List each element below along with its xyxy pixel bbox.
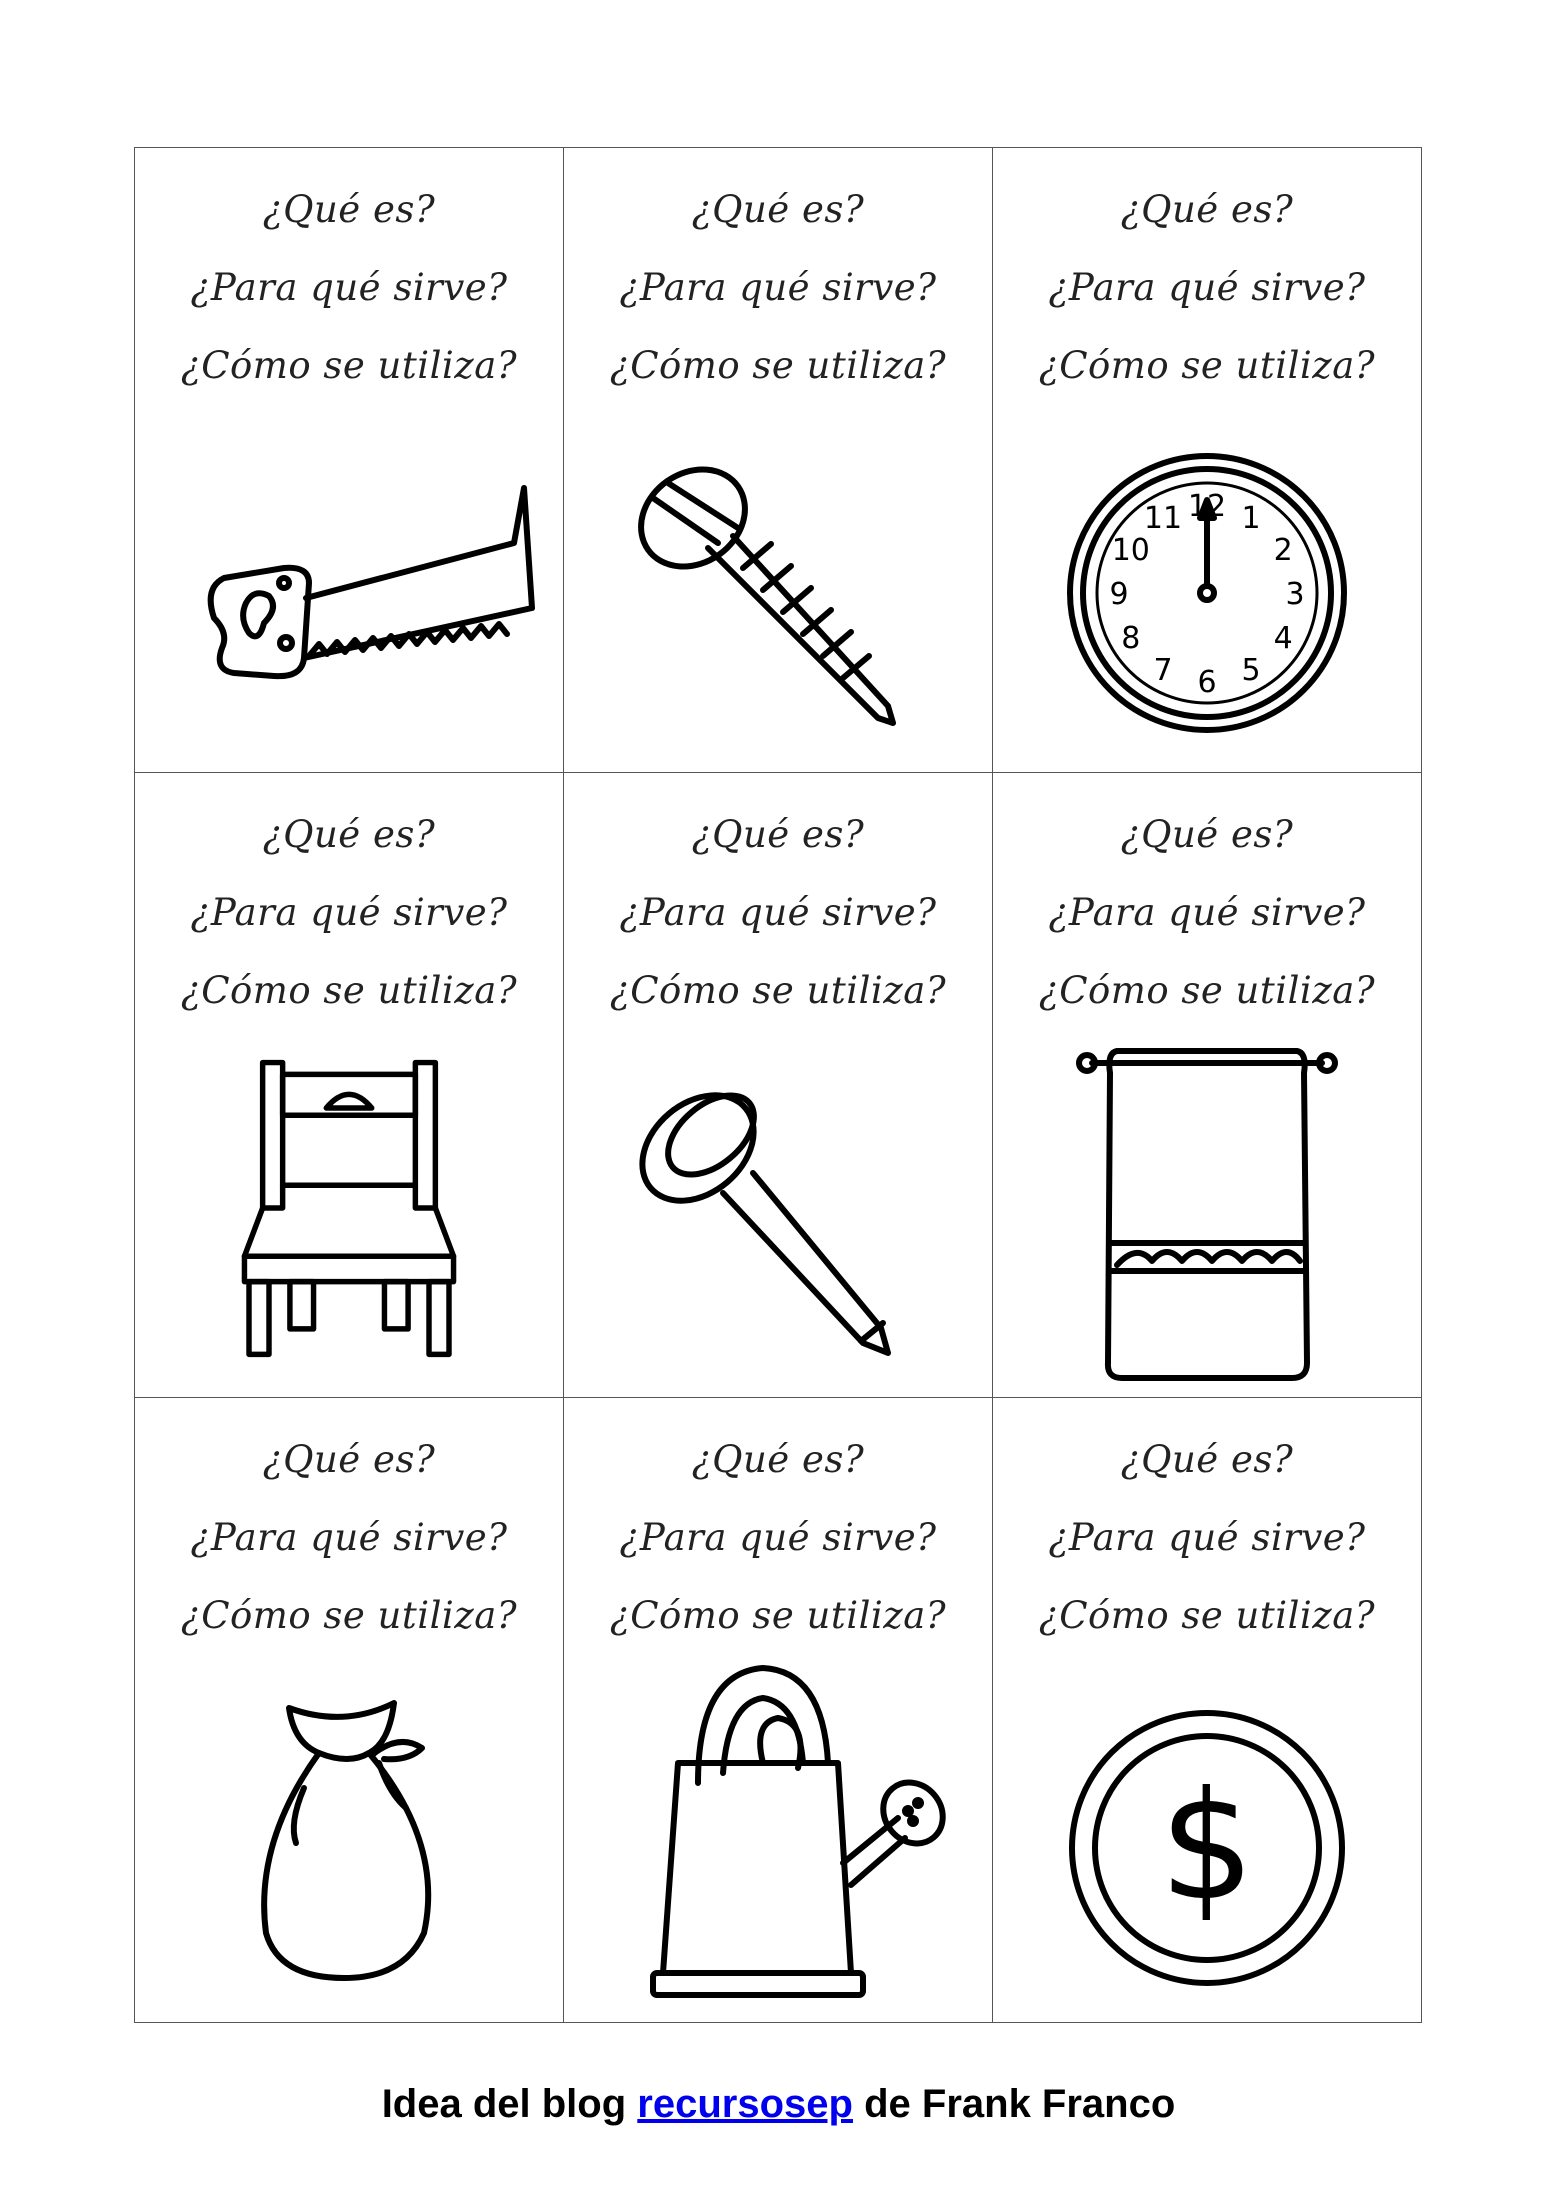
question-what: ¿Qué es? — [1120, 1438, 1294, 1481]
screw-icon — [613, 448, 943, 748]
question-purpose: ¿Para qué sirve? — [619, 1516, 937, 1559]
nail-icon — [613, 1073, 943, 1373]
clock-numeral: 3 — [1285, 577, 1305, 612]
footer-suffix: de Frank Franco — [864, 2082, 1176, 2126]
clock-numeral: 11 — [1143, 500, 1183, 536]
question-what: ¿Qué es? — [262, 188, 436, 231]
question-purpose: ¿Para qué sirve? — [619, 891, 937, 934]
question-purpose: ¿Para qué sirve? — [1048, 266, 1366, 309]
question-purpose: ¿Para qué sirve? — [190, 1516, 508, 1559]
footer-credit — [0, 2082, 1557, 2127]
clock-numeral: 9 — [1109, 577, 1129, 612]
sack-icon — [184, 1693, 514, 1993]
clock-numeral: 10 — [1111, 533, 1150, 568]
card-nail — [564, 773, 993, 1398]
clock-numeral: 2 — [1273, 533, 1293, 568]
towel-icon — [1042, 1043, 1372, 1383]
question-what: ¿Qué es? — [262, 813, 436, 856]
card-chair — [135, 773, 564, 1398]
question-how: ¿Cómo se utiliza? — [609, 344, 947, 387]
clock-numeral: 6 — [1197, 665, 1217, 700]
clock-icon — [1042, 448, 1372, 748]
question-how: ¿Cómo se utiliza? — [1038, 344, 1376, 387]
question-purpose: ¿Para qué sirve? — [1048, 1516, 1366, 1559]
question-how: ¿Cómo se utiliza? — [609, 1594, 947, 1637]
clock-numeral: 4 — [1273, 621, 1293, 656]
footer-prefix: Idea del blog — [381, 2082, 627, 2126]
question-purpose: ¿Para qué sirve? — [619, 266, 937, 309]
watering-can-icon — [613, 1663, 943, 2003]
question-how: ¿Cómo se utiliza? — [609, 969, 947, 1012]
chair-icon — [184, 1058, 514, 1358]
clock-numeral: 5 — [1241, 653, 1261, 689]
card-clock — [993, 148, 1422, 773]
card-sack — [135, 1398, 564, 2023]
card-towel — [993, 773, 1422, 1398]
clock-numeral: 7 — [1153, 653, 1173, 689]
question-how: ¿Cómo se utiliza? — [1038, 969, 1376, 1012]
question-what: ¿Qué es? — [1120, 813, 1294, 856]
question-purpose: ¿Para qué sirve? — [1048, 891, 1366, 934]
coin-icon — [1042, 1698, 1372, 1998]
card-watering-can — [564, 1398, 993, 2023]
question-how: ¿Cómo se utiliza? — [180, 969, 518, 1012]
question-what: ¿Qué es? — [691, 813, 865, 856]
clock-numeral: 8 — [1121, 621, 1141, 656]
question-how: ¿Cómo se utiliza? — [180, 1594, 518, 1637]
clock-numeral: 12 — [1187, 489, 1227, 524]
question-how: ¿Cómo se utiliza? — [180, 344, 518, 387]
question-how: ¿Cómo se utiliza? — [1038, 1594, 1376, 1637]
question-purpose: ¿Para qué sirve? — [190, 266, 508, 309]
question-purpose: ¿Para qué sirve? — [190, 891, 508, 934]
question-what: ¿Qué es? — [1120, 188, 1294, 231]
question-what: ¿Qué es? — [691, 1438, 865, 1481]
clock-numeral: 1 — [1241, 500, 1261, 536]
question-what: ¿Qué es? — [691, 188, 865, 231]
card-coin — [993, 1398, 1422, 2023]
card-grid — [134, 147, 1422, 2023]
dollar-sign: $ — [1159, 1760, 1255, 1934]
card-saw — [135, 148, 564, 773]
card-screw — [564, 148, 993, 773]
blog-link[interactable]: recursosep — [637, 2082, 853, 2126]
question-what: ¿Qué es? — [262, 1438, 436, 1481]
saw-icon — [184, 448, 514, 748]
